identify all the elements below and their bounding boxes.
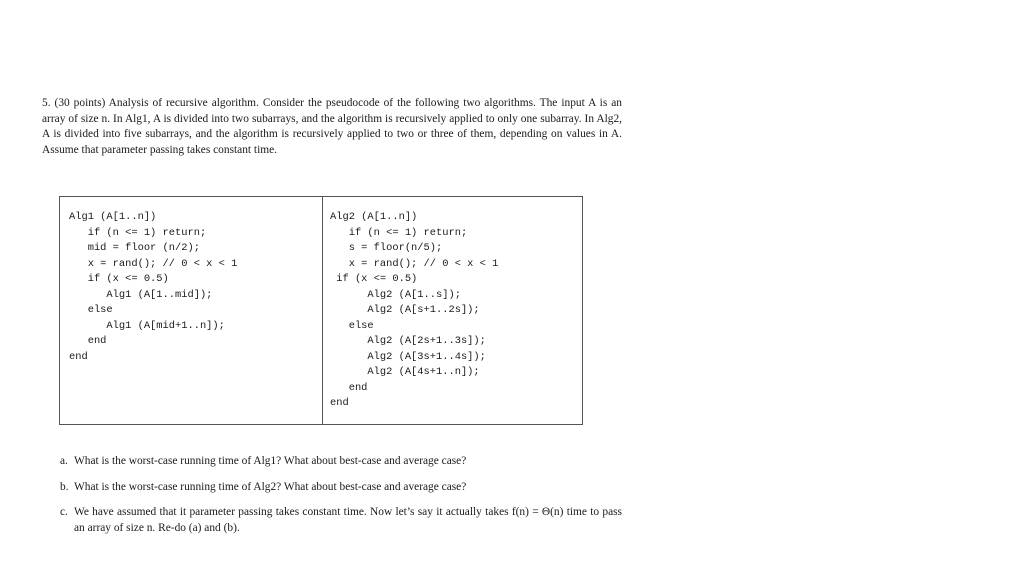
alg2-line: end bbox=[330, 397, 349, 409]
alg2-line: Alg2 (A[3s+1..4s]); bbox=[330, 350, 486, 363]
alg1-line: Alg1 (A[1..mid]); bbox=[69, 288, 213, 301]
alg2-line: if (n <= 1) return; bbox=[330, 226, 468, 239]
problem-intro: Consider the pseudocode of the following two algorithms. The input A is an array of size n. In Alg1, A is divided into two subarrays, and the algorithm is recursively applied to only one subarray. In Alg2, A is divided into five subarrays, and the algorithm is recursively applied to two or three of them, depending on values in A. Assume that parameter passing takes constant time. bbox=[42, 97, 623, 156]
alg2-line: else bbox=[330, 319, 374, 332]
question-c bbox=[60, 505, 622, 536]
question-tag: c. bbox=[60, 506, 68, 519]
question-list bbox=[60, 454, 622, 546]
alg2-line: Alg2 (A[4s+1..n]); bbox=[330, 366, 480, 378]
problem-statement bbox=[42, 96, 622, 158]
problem-heading: 5. (30 points) Analysis of recursive algorithm. bbox=[42, 97, 259, 109]
alg1-line: Alg1 (A[mid+1..n]); bbox=[69, 319, 225, 332]
alg1-line: end bbox=[69, 335, 107, 347]
alg1-line: if (n <= 1) return; bbox=[69, 226, 207, 239]
alg2-line: Alg2 (A[1..n]) bbox=[330, 211, 418, 223]
alg2-line: x = rand(); // 0 < x < 1 bbox=[330, 257, 499, 270]
alg2-line: Alg2 (A[s+1..2s]); bbox=[330, 304, 480, 316]
alg1-line: Alg1 (A[1..n]) bbox=[69, 211, 157, 223]
question-a bbox=[60, 454, 622, 470]
question-b bbox=[60, 480, 622, 496]
alg1-line: if (x <= 0.5) bbox=[69, 273, 169, 285]
question-text: What is the worst-case running time of Alg2? What about best-case and average case? bbox=[74, 480, 467, 493]
alg1-line: end bbox=[69, 350, 88, 363]
question-tag: b. bbox=[60, 480, 69, 493]
alg2-line: if (x <= 0.5) bbox=[330, 273, 418, 285]
alg2-line: end bbox=[330, 381, 368, 394]
question-text: We have assumed that it parameter passing takes constant time. Now let’s say it actually takes f(n) = Θ(n) time to pass an array of size n. Re-do (a) and (b). bbox=[74, 506, 622, 534]
alg1-line: else bbox=[69, 304, 113, 316]
problem-paragraph bbox=[42, 96, 622, 158]
alg2-line: s = floor(n/5); bbox=[330, 242, 443, 254]
code-divider bbox=[322, 197, 323, 424]
alg2-line: Alg2 (A[2s+1..3s]); bbox=[330, 335, 486, 347]
question-text: What is the worst-case running time of Alg1? What about best-case and average case? bbox=[74, 455, 467, 467]
alg2-line: Alg2 (A[1..s]); bbox=[330, 288, 461, 301]
question-tag: a. bbox=[60, 455, 68, 467]
alg1-line: mid = floor (n/2); bbox=[69, 242, 200, 254]
alg2-code bbox=[330, 210, 498, 412]
pseudocode-box bbox=[59, 196, 583, 425]
alg1-line: x = rand(); // 0 < x < 1 bbox=[69, 257, 238, 270]
alg1-code bbox=[69, 210, 237, 365]
